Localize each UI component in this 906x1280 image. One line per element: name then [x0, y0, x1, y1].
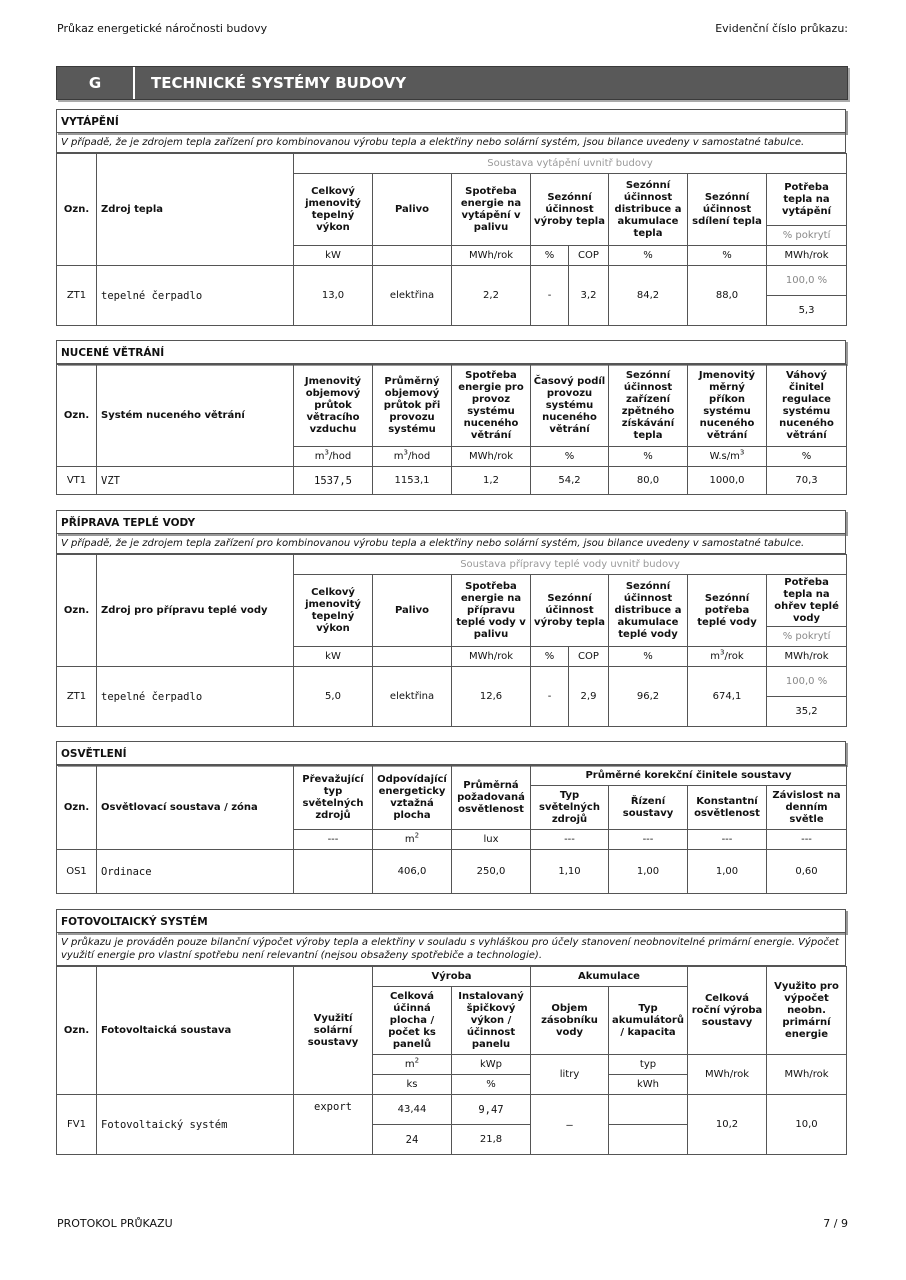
h-need: Potřeba tepla na vytápění — [767, 174, 847, 226]
cell-energy: 2,2 — [452, 266, 531, 326]
p-u-area: $m^2$ — [373, 1055, 452, 1075]
v-u-energy: MWh/rok — [452, 447, 531, 467]
l-cell-c3: 1,00 — [688, 850, 767, 894]
u-share: % — [688, 246, 767, 266]
l-u-c4: --- — [767, 830, 847, 850]
dhw-group: Soustava přípravy teplé vody uvnitř budovy — [294, 555, 847, 575]
l-cell-area: 406,0 — [373, 850, 452, 894]
d-h-use: Sezónní potřeba teplé vody — [688, 575, 767, 647]
l-h-sys: Osvětlovací soustava / zóna — [97, 766, 294, 850]
d-cell-dist: 96,2 — [609, 667, 688, 727]
l-cell-ozn: OS1 — [57, 850, 97, 894]
p-cell-sys: Fotovoltaický systém — [97, 1095, 294, 1155]
v-cell-sys: VZT — [97, 467, 294, 495]
h-src: Zdroj tepla — [97, 154, 294, 266]
l-h-lux: Průměrná požadovaná osvětlenost — [452, 766, 531, 830]
lighting-title: OSVĚTLENÍ — [56, 741, 846, 765]
d-h-src: Zdroj pro přípravu teplé vody — [97, 555, 294, 667]
ventilation-title: NUCENÉ VĚTRÁNÍ — [56, 340, 846, 364]
v-h-flow: Jmenovitý objemový průtok větracího vzduchu — [294, 365, 373, 447]
v-cell-flow: 1537,5 — [294, 467, 373, 495]
v-h-ozn: Ozn. — [57, 365, 97, 467]
dhw-note: V případě, že je zdrojem tepla zařízení pro kombinovanou výrobu tepla a elektřiny nebo solární systém, jsou bilance uvedeny v samostatné tabulce. — [56, 534, 846, 554]
d-u-pct: % — [531, 647, 569, 667]
l-cell-c2: 1,00 — [609, 850, 688, 894]
p-cell-ozn: FV1 — [57, 1095, 97, 1155]
v-cell-spec: 1000,0 — [688, 467, 767, 495]
page-header-left: Průkaz energetické náročnosti budovy — [57, 22, 268, 35]
l-h-energy: Odpovídající energeticky vztažná plocha — [373, 766, 452, 830]
lighting-table — [56, 765, 847, 894]
page-header-right: Evidenční číslo průkazu: — [715, 22, 848, 35]
d-cell-use: 674,1 — [688, 667, 767, 727]
v-h-weight: Váhový činitel regulace systému nuceného větrání — [767, 365, 847, 447]
d-cell-eff: - — [531, 667, 569, 727]
l-u-c1: --- — [531, 830, 609, 850]
h-energy: Spotřeba energie na vytápění v palivu — [452, 174, 531, 246]
h-cov: % pokrytí — [767, 226, 847, 246]
p-h-use: Využití solární soustavy — [294, 967, 373, 1095]
p-h-bat: Typ akumulátorů / kapacita — [609, 987, 688, 1055]
d-cell-need: 35,2 — [767, 697, 847, 727]
l-h-c-const: Konstantní osvětlenost — [688, 786, 767, 830]
v-u-spec: $W.s/m^3$ — [688, 447, 767, 467]
d-u-energy: MWh/rok — [452, 647, 531, 667]
v-u-weight: % — [767, 447, 847, 467]
v-cell-time: 54,2 — [531, 467, 609, 495]
v-h-rec: Sezónní účinnost zařízení zpětného získávání tepla — [609, 365, 688, 447]
v-u-avg: $m^3$/hod — [373, 447, 452, 467]
pv-note: V průkazu je prováděn pouze bilanční výpočet výroby tepla a elektřiny v souladu s vyhláškou pro účely stanovení neobnovitelné primární energie. Výpočet využití energie pro vlastní spotřebu není relevantní (nejsou obsaženy spotřebiče a technologie). — [56, 933, 846, 966]
lighting-group: Průměrné korekční činitele soustavy — [531, 766, 847, 786]
d-h-cov: % pokrytí — [767, 627, 847, 647]
heating-table — [56, 153, 847, 326]
p-cell-area: 43,44 — [373, 1095, 452, 1125]
p-u-ks: ks — [373, 1075, 452, 1095]
d-u-use: $m^3$/rok — [688, 647, 767, 667]
v-cell-avg: 1153,1 — [373, 467, 452, 495]
p-h-annual: Celková roční výroba soustavy — [688, 967, 767, 1055]
p-h-used: Využito pro výpočet neobn. primární energie — [767, 967, 847, 1055]
cell-cov: 100,0 % — [767, 266, 847, 296]
p-cell-bat2 — [609, 1125, 688, 1155]
dhw-title: PŘÍPRAVA TEPLÉ VODY — [56, 510, 846, 534]
h-ozn: Ozn. — [57, 154, 97, 266]
h-eff: Sezónní účinnost výroby tepla — [531, 174, 609, 246]
ventilation-table — [56, 364, 847, 495]
l-cell-sys: Ordinace — [97, 850, 294, 894]
h-fuel: Palivo — [373, 174, 452, 246]
cell-fuel: elektřina — [373, 266, 452, 326]
l-cell-c4: 0,60 — [767, 850, 847, 894]
table-row — [57, 467, 847, 495]
l-h-c-type: Typ světelných zdrojů — [531, 786, 609, 830]
page-footer-left: PROTOKOL PRŮKAZU — [57, 1217, 173, 1230]
p-cell-bat1 — [609, 1095, 688, 1125]
p-cell-vol: – — [531, 1095, 609, 1155]
d-cell-energy: 12,6 — [452, 667, 531, 727]
d-h-power: Celkový jmenovitý tepelný výkon — [294, 575, 373, 647]
v-h-spec: Jmenovitý měrný příkon systému nuceného větrání — [688, 365, 767, 447]
d-cell-fuel: elektřina — [373, 667, 452, 727]
p-h-ozn: Ozn. — [57, 967, 97, 1095]
table-row — [57, 850, 847, 894]
dhw-table — [56, 554, 847, 727]
l-u-c3: --- — [688, 830, 767, 850]
p-h-prod: Výroba — [373, 967, 531, 987]
p-h-peak: Instalovaný špičkový výkon / účinnost panelu — [452, 987, 531, 1055]
l-cell-c1: 1,10 — [531, 850, 609, 894]
v-cell-weight: 70,3 — [767, 467, 847, 495]
u-pct: % — [531, 246, 569, 266]
section-title: TECHNICKÉ SYSTÉMY BUDOVY — [151, 74, 407, 92]
l-u-c2: --- — [609, 830, 688, 850]
heating-group: Soustava vytápění uvnitř budovy — [294, 154, 847, 174]
cell-need: 5,3 — [767, 296, 847, 326]
d-cell-cop: 2,9 — [569, 667, 609, 727]
d-u-need: MWh/rok — [767, 647, 847, 667]
h-power: Celkový jmenovitý tepelný výkon — [294, 174, 373, 246]
table-row — [57, 266, 847, 296]
table-row — [57, 1095, 847, 1125]
h-share: Sezónní účinnost sdílení tepla — [688, 174, 767, 246]
d-u-cop: COP — [569, 647, 609, 667]
p-cell-used: 10,0 — [767, 1095, 847, 1155]
v-h-energy: Spotřeba energie pro provoz systému nuceného větrání — [452, 365, 531, 447]
d-h-fuel: Palivo — [373, 575, 452, 647]
d-h-eff: Sezónní účinnost výroby tepla — [531, 575, 609, 647]
d-cell-cov: 100,0 % — [767, 667, 847, 697]
l-h-type: Převažující typ světelných zdrojů — [294, 766, 373, 830]
cell-eff: - — [531, 266, 569, 326]
cell-dist: 84,2 — [609, 266, 688, 326]
p-cell-peak: 9,47 — [452, 1095, 531, 1125]
p-h-vol: Objem zásobníku vody — [531, 987, 609, 1055]
u-dist: % — [609, 246, 688, 266]
p-h-sys: Fotovoltaická soustava — [97, 967, 294, 1095]
v-cell-energy: 1,2 — [452, 467, 531, 495]
v-u-rec: % — [609, 447, 688, 467]
d-cell-src: tepelné čerpadlo — [97, 667, 294, 727]
p-u-kwh: kWh — [609, 1075, 688, 1095]
l-cell-type — [294, 850, 373, 894]
l-cell-lux: 250,0 — [452, 850, 531, 894]
cell-cop: 3,2 — [569, 266, 609, 326]
d-h-dist: Sezónní účinnost distribuce a akumulace teplé vody — [609, 575, 688, 647]
p-cell-use: export — [294, 1095, 373, 1155]
u-need: MWh/rok — [767, 246, 847, 266]
u-energy: MWh/rok — [452, 246, 531, 266]
l-u-type: --- — [294, 830, 373, 850]
cell-ozn: ZT1 — [57, 266, 97, 326]
p-h-acc: Akumulace — [531, 967, 688, 987]
p-cell-ks: 24 — [373, 1125, 452, 1155]
v-cell-rec: 80,0 — [609, 467, 688, 495]
l-u-lux: lux — [452, 830, 531, 850]
u-cop: COP — [569, 246, 609, 266]
v-h-avg: Průměrný objemový průtok při provozu systému — [373, 365, 452, 447]
pv-table — [56, 966, 847, 1155]
p-u-pct: % — [452, 1075, 531, 1095]
h-dist: Sezónní účinnost distribuce a akumulace tepla — [609, 174, 688, 246]
cell-src: tepelné čerpadlo — [97, 266, 294, 326]
p-u-peak: kWp — [452, 1055, 531, 1075]
ventilation-section — [56, 340, 846, 495]
p-u-used: MWh/rok — [767, 1055, 847, 1095]
section-g-bar — [56, 66, 848, 100]
p-u-vol: litry — [531, 1055, 609, 1095]
table-row — [57, 667, 847, 697]
l-u-area: $m^2$ — [373, 830, 452, 850]
v-cell-ozn: VT1 — [57, 467, 97, 495]
heating-section — [56, 109, 846, 326]
section-letter: G — [57, 67, 135, 99]
l-h-c-day: Závislost na denním světle — [767, 786, 847, 830]
d-cell-power: 5,0 — [294, 667, 373, 727]
d-h-need: Potřeba tepla na ohřev teplé vody — [767, 575, 847, 627]
v-u-time: % — [531, 447, 609, 467]
l-h-ozn: Ozn. — [57, 766, 97, 850]
v-u-flow: $m^3$/hod — [294, 447, 373, 467]
d-u-power: kW — [294, 647, 373, 667]
pv-section — [56, 909, 846, 1155]
lighting-section — [56, 741, 846, 894]
p-u-annual: MWh/rok — [688, 1055, 767, 1095]
p-cell-annual: 10,2 — [688, 1095, 767, 1155]
cell-power: 13,0 — [294, 266, 373, 326]
heating-note: V případě, že je zdrojem tepla zařízení pro kombinovanou výrobu tepla a elektřiny nebo solární systém, jsou bilance uvedeny v samostatné tabulce. — [56, 133, 846, 153]
dhw-section — [56, 510, 846, 727]
l-h-c-ctrl: Řízení soustavy — [609, 786, 688, 830]
heating-title: VYTÁPĚNÍ — [56, 109, 846, 133]
d-h-ozn: Ozn. — [57, 555, 97, 667]
p-cell-eff: 21,8 — [452, 1125, 531, 1155]
p-h-area: Celková účinná plocha / počet ks panelů — [373, 987, 452, 1055]
d-h-energy: Spotřeba energie na přípravu teplé vody v palivu — [452, 575, 531, 647]
v-h-time: Časový podíl provozu systému nuceného větrání — [531, 365, 609, 447]
d-u-dist: % — [609, 647, 688, 667]
page-number: 7 / 9 — [823, 1217, 848, 1230]
v-h-sys: Systém nuceného větrání — [97, 365, 294, 467]
cell-share: 88,0 — [688, 266, 767, 326]
d-cell-ozn: ZT1 — [57, 667, 97, 727]
u-power: kW — [294, 246, 373, 266]
p-u-typ: typ — [609, 1055, 688, 1075]
pv-title: FOTOVOLTAICKÝ SYSTÉM — [56, 909, 846, 933]
